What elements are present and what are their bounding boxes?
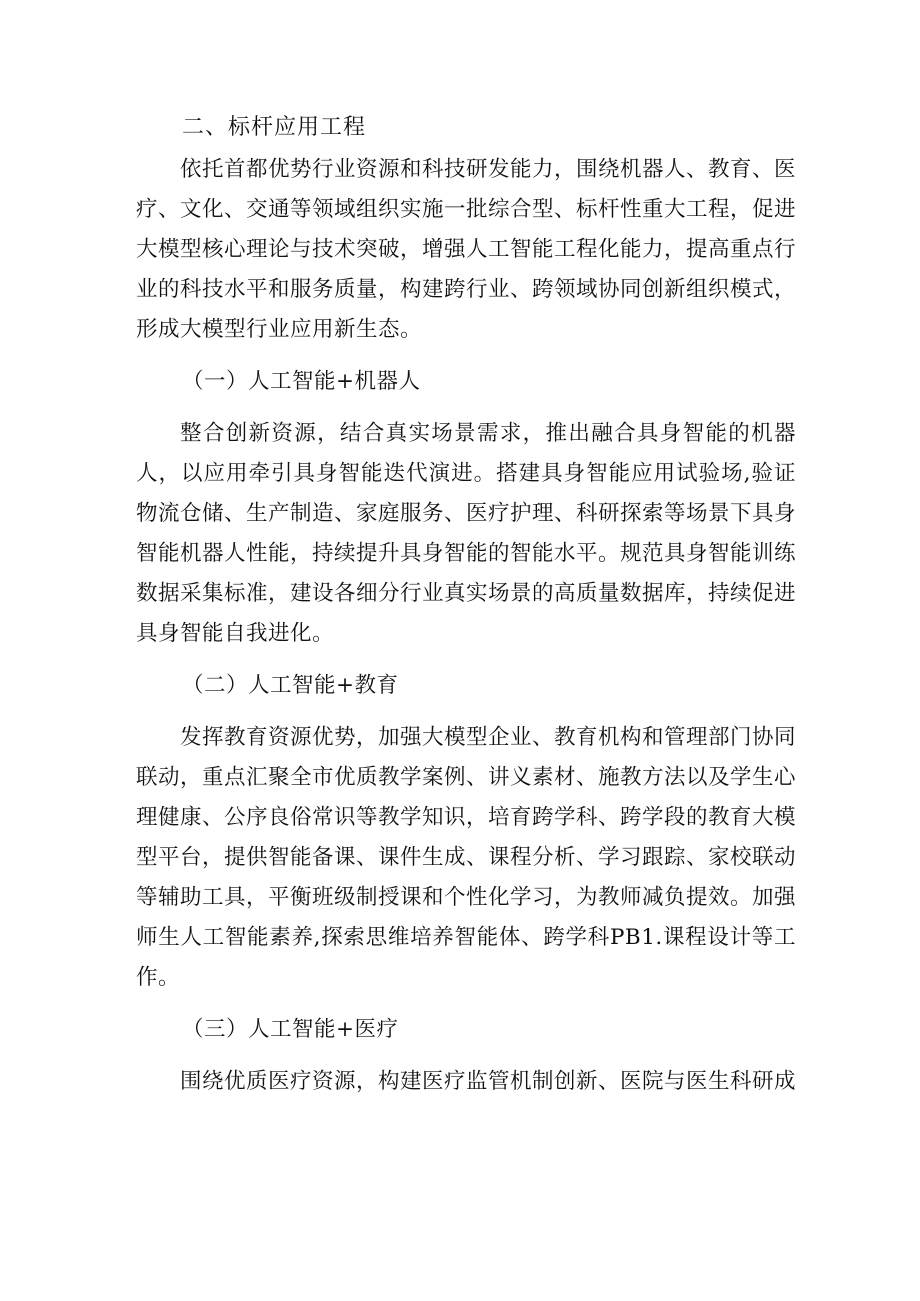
robotics-paragraph: 整合创新资源，结合真实场景需求，推出融合具身智能的机器人，以应用牵引具身智能迭代演进。搭建具身智能应用试验场,验证物流仓储、生产制造、家庭服务、医疗护理、科研探索等场景下具身智能机器人性能，持续提升具身智能的智能水平。规范具身智能训练数据采集标准，建设各细分行业真实场景的高质量数据库，持续促进具身智能自我进化。 (136, 421, 797, 646)
subsection-heading-medical: （三）人工智能+医疗 (182, 1017, 399, 1042)
medical-paragraph: 围绕优质医疗资源，构建医疗监管机制创新、医院与医生科研成 (180, 1069, 797, 1094)
subsection-heading-robotics: （一）人工智能+机器人 (182, 369, 421, 394)
subsection-heading-education: （二）人工智能+教育 (182, 673, 399, 698)
education-paragraph: 发挥教育资源优势，加强大模型企业、教育机构和管理部门协同联动，重点汇聚全市优质教学案例、讲义素材、施教方法以及学生心理健康、公序良俗常识等教学知识，培育跨学科、跨学段的教育大模型平台，提供智能备课、课件生成、课程分析、学习跟踪、家校联动等辅助工具，平衡班级制授课和个性化学习，为教师减负提效。加强师生人工智能素养,探索思维培养智能体、跨学科PB1.课程设计等工作。 (136, 725, 797, 990)
document-page (136, 108, 796, 1114)
section-heading-benchmark-projects: 二、标杆应用工程 (182, 115, 367, 140)
intro-paragraph: 依托首都优势行业资源和科技研发能力，围绕机器人、教育、医疗、文化、交通等领域组织实施一批综合型、标杆性重大工程，促进大模型核心理论与技术突破，增强人工智能工程化能力，提高重点行业的科技水平和服务质量，构建跨行业、跨领域协同创新组织模式，形成大模型行业应用新生态。 (136, 157, 797, 342)
